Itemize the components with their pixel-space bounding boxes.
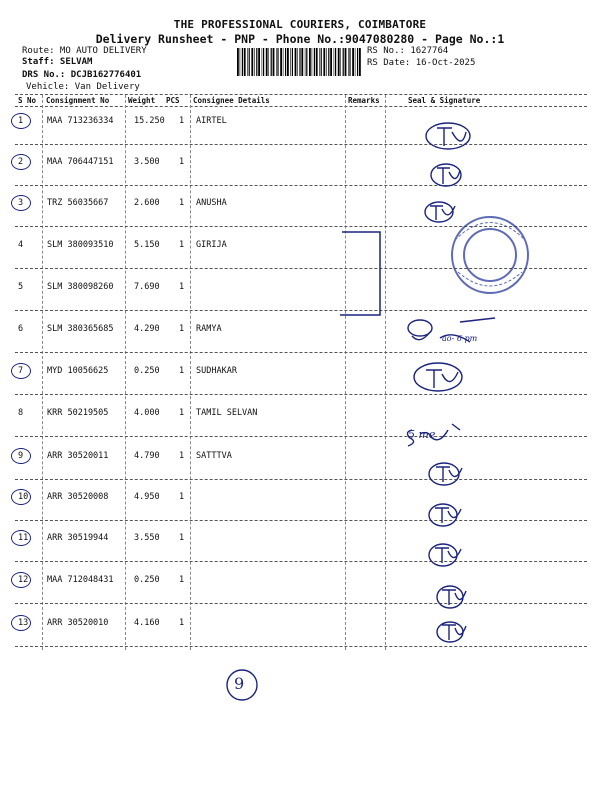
row-weight: 3.500	[134, 157, 160, 167]
route: Route: MO AUTO DELIVERY	[22, 46, 147, 56]
row-pcs: 1	[179, 282, 185, 292]
row-pcs: 1	[179, 492, 185, 502]
signature-3	[425, 202, 455, 222]
rs-date: RS Date: 16-Oct-2025	[367, 58, 476, 68]
row-sno: 3	[18, 198, 24, 208]
handwritten-total: 9	[234, 674, 245, 693]
row-weight: 4.160	[134, 618, 160, 628]
row-consignment: ARR 30520011	[47, 451, 109, 461]
row-consignment: MYD 10056625	[47, 366, 109, 376]
row-pcs: 1	[179, 533, 185, 543]
row-consignee: ANUSHA	[196, 198, 227, 208]
col-pcs: PCS	[166, 96, 180, 105]
row-consignee: RAMYA	[196, 324, 222, 334]
row-sno: 4	[18, 240, 24, 250]
staff: Staff: SELVAM	[22, 57, 93, 67]
row-pcs: 1	[179, 408, 185, 418]
row-sno: 9	[18, 451, 24, 461]
row-weight: 3.550	[134, 533, 160, 543]
row-consignee: SATTTVA	[196, 451, 232, 461]
row-sno: 2	[18, 157, 24, 167]
col-remarks: Remarks	[348, 96, 380, 105]
row-consignment: MAA 706447151	[47, 157, 114, 167]
row-consignment: SLM 380098260	[47, 282, 114, 292]
row-consignment: SLM 380365685	[47, 324, 114, 334]
rs-number: RS No.: 1627764	[367, 46, 449, 56]
row-weight: 4.000	[134, 408, 160, 418]
col-consignment: Consignment No	[46, 96, 110, 105]
row-pcs: 1	[179, 324, 185, 334]
vehicle: Vehicle: Van Delivery	[26, 82, 140, 92]
row-consignment: ARR 30520008	[47, 492, 109, 502]
row-weight: 4.790	[134, 451, 160, 461]
row-weight: 0.250	[134, 366, 160, 376]
row-weight: 4.290	[134, 324, 160, 334]
row-consignment: TRZ 56035667	[47, 198, 109, 208]
row-pcs: 1	[179, 575, 185, 585]
signature-10	[429, 504, 461, 526]
row-sno: 5	[18, 282, 24, 292]
row-consignment: ARR 30519944	[47, 533, 109, 543]
row-pcs: 1	[179, 366, 185, 376]
row-sno: 10	[18, 492, 29, 502]
handwritten-note-row8: 5 me	[408, 428, 436, 441]
row-weight: 5.150	[134, 240, 160, 250]
row-weight: 2.600	[134, 198, 160, 208]
row-sno: 6	[18, 324, 24, 334]
row-pcs: 1	[179, 451, 185, 461]
rubber-stamp	[452, 217, 528, 293]
row-weight: 15.250	[134, 116, 165, 126]
signature-1	[426, 123, 470, 149]
row-consignment: KRR 50219505	[47, 408, 109, 418]
row-consignment: ARR 30520010	[47, 618, 109, 628]
row-consignment: MAA 713236334	[47, 116, 114, 126]
signature-11	[429, 544, 461, 566]
row-weight: 0.250	[134, 575, 160, 585]
row-sno: 1	[18, 116, 24, 126]
handwritten-note-row6: ao- 6 pm	[442, 334, 478, 343]
row-consignee: AIRTEL	[196, 116, 227, 126]
row-pcs: 1	[179, 618, 185, 628]
signature-12	[437, 586, 466, 608]
row-pcs: 1	[179, 157, 185, 167]
row-pcs: 1	[179, 116, 185, 126]
row-sno: 11	[18, 533, 29, 543]
col-sno: S No	[18, 96, 37, 105]
col-weight: Weight	[128, 96, 156, 105]
row-consignee: TAMIL SELVAN	[196, 408, 258, 418]
signature-9	[429, 463, 462, 485]
row-pcs: 1	[179, 198, 185, 208]
row-sno: 13	[18, 618, 29, 628]
row-weight: 4.950	[134, 492, 160, 502]
drs-number: DRS No.: DCJB162776401	[22, 70, 142, 80]
company-name: THE PROFESSIONAL COURIERS, COIMBATORE	[173, 18, 427, 31]
col-seal: Seal & Signature	[408, 96, 481, 105]
row-sno: 12	[18, 575, 29, 585]
row-consignee: SUDHAKAR	[196, 366, 237, 376]
signature-13	[437, 622, 466, 642]
row-sno: 8	[18, 408, 24, 418]
row-consignee: GIRIJA	[196, 240, 227, 250]
runsheet-title: Delivery Runsheet - PNP - Phone No.:9047080280 - Page No.:1	[95, 32, 505, 46]
row-consignment: SLM 380093510	[47, 240, 114, 250]
row-sno: 7	[18, 366, 24, 376]
col-consignee: Consignee Details	[193, 96, 270, 105]
row-weight: 7.690	[134, 282, 160, 292]
row-pcs: 1	[179, 240, 185, 250]
signature-2	[431, 164, 461, 186]
row-consignment: MAA 712048431	[47, 575, 114, 585]
signature-7	[414, 363, 462, 391]
bracket-mark	[340, 232, 380, 315]
